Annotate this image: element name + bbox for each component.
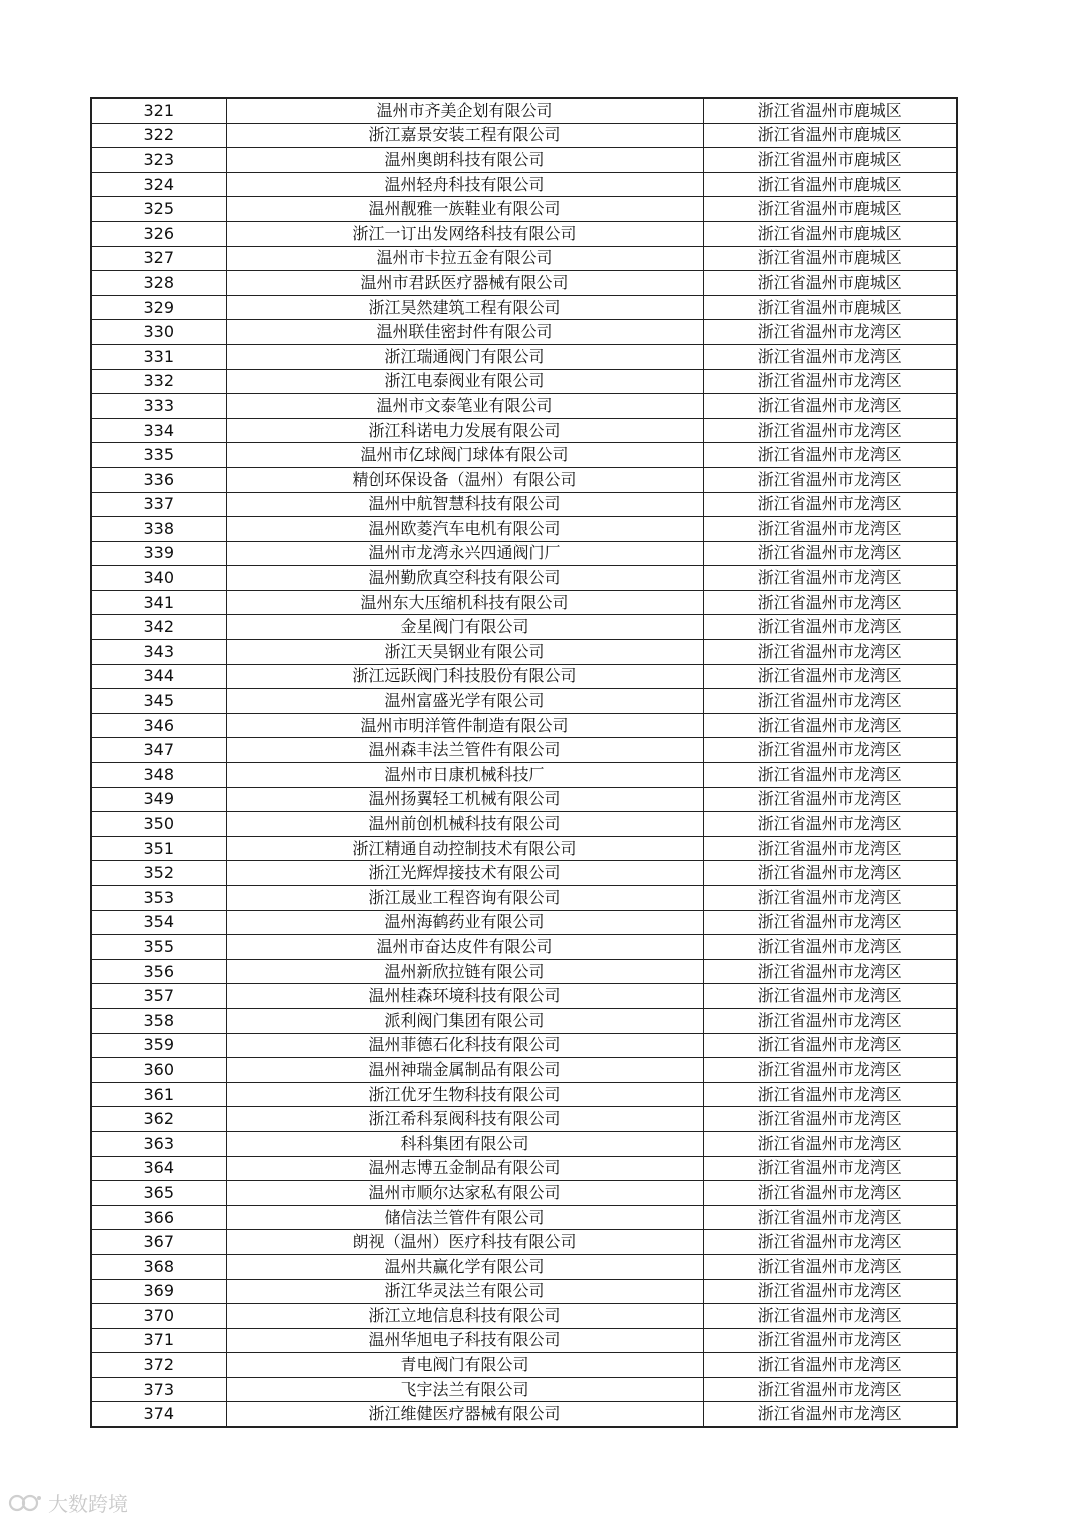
table-row bbox=[91, 1279, 957, 1304]
row-number-cell: 347 bbox=[91, 738, 226, 763]
table-row bbox=[91, 517, 957, 542]
table-row bbox=[91, 344, 957, 369]
row-number-cell: 373 bbox=[91, 1377, 226, 1402]
row-number-cell: 330 bbox=[91, 320, 226, 345]
table-row bbox=[91, 664, 957, 689]
company-name-cell: 浙江维健医疗器械有限公司 bbox=[226, 1402, 703, 1427]
region-cell: 浙江省温州市龙湾区 bbox=[703, 1205, 957, 1230]
region-cell: 浙江省温州市龙湾区 bbox=[703, 787, 957, 812]
region-cell: 浙江省温州市鹿城区 bbox=[703, 123, 957, 148]
region-cell: 浙江省温州市龙湾区 bbox=[703, 984, 957, 1009]
region-cell: 浙江省温州市鹿城区 bbox=[703, 197, 957, 222]
company-name-cell: 温州新欣拉链有限公司 bbox=[226, 959, 703, 984]
company-name-cell: 温州市卡拉五金有限公司 bbox=[226, 246, 703, 271]
company-name-cell: 温州中航智慧科技有限公司 bbox=[226, 492, 703, 517]
region-cell: 浙江省温州市龙湾区 bbox=[703, 394, 957, 419]
company-name-cell: 精创环保设备（温州）有限公司 bbox=[226, 467, 703, 492]
row-number-cell: 371 bbox=[91, 1328, 226, 1353]
company-name-cell: 温州桂森环境科技有限公司 bbox=[226, 984, 703, 1009]
watermark-logo-icon bbox=[8, 1492, 42, 1514]
table-row bbox=[91, 541, 957, 566]
region-cell: 浙江省温州市龙湾区 bbox=[703, 1156, 957, 1181]
row-number-cell: 369 bbox=[91, 1279, 226, 1304]
table-row bbox=[91, 615, 957, 640]
row-number-cell: 357 bbox=[91, 984, 226, 1009]
company-name-cell: 浙江立地信息科技有限公司 bbox=[226, 1304, 703, 1329]
company-list-table bbox=[90, 97, 958, 1428]
table-row bbox=[91, 1377, 957, 1402]
region-cell: 浙江省温州市龙湾区 bbox=[703, 1328, 957, 1353]
company-name-cell: 浙江瑞通阀门有限公司 bbox=[226, 344, 703, 369]
company-name-cell: 浙江华灵法兰有限公司 bbox=[226, 1279, 703, 1304]
row-number-cell: 339 bbox=[91, 541, 226, 566]
row-number-cell: 321 bbox=[91, 98, 226, 123]
row-number-cell: 361 bbox=[91, 1082, 226, 1107]
row-number-cell: 341 bbox=[91, 590, 226, 615]
table-row bbox=[91, 886, 957, 911]
table-row bbox=[91, 1328, 957, 1353]
company-name-cell: 飞宇法兰有限公司 bbox=[226, 1377, 703, 1402]
table-row bbox=[91, 295, 957, 320]
region-cell: 浙江省温州市龙湾区 bbox=[703, 910, 957, 935]
table-row bbox=[91, 1254, 957, 1279]
region-cell: 浙江省温州市鹿城区 bbox=[703, 172, 957, 197]
company-name-cell: 温州海鹤药业有限公司 bbox=[226, 910, 703, 935]
row-number-cell: 332 bbox=[91, 369, 226, 394]
region-cell: 浙江省温州市龙湾区 bbox=[703, 418, 957, 443]
row-number-cell: 356 bbox=[91, 959, 226, 984]
company-name-cell: 科科集团有限公司 bbox=[226, 1131, 703, 1156]
company-name-cell: 温州奥朗科技有限公司 bbox=[226, 148, 703, 173]
region-cell: 浙江省温州市龙湾区 bbox=[703, 640, 957, 665]
company-name-cell: 温州市日康机械科技厂 bbox=[226, 763, 703, 788]
company-name-cell: 温州联佳密封件有限公司 bbox=[226, 320, 703, 345]
row-number-cell: 325 bbox=[91, 197, 226, 222]
table-row bbox=[91, 492, 957, 517]
region-cell: 浙江省温州市龙湾区 bbox=[703, 590, 957, 615]
table-row bbox=[91, 98, 957, 123]
company-name-cell: 温州市亿球阀门球体有限公司 bbox=[226, 443, 703, 468]
row-number-cell: 368 bbox=[91, 1254, 226, 1279]
company-name-cell: 温州市君跃医疗器械有限公司 bbox=[226, 271, 703, 296]
row-number-cell: 365 bbox=[91, 1181, 226, 1206]
company-name-cell: 温州市龙湾永兴四通阀门厂 bbox=[226, 541, 703, 566]
region-cell: 浙江省温州市龙湾区 bbox=[703, 836, 957, 861]
region-cell: 浙江省温州市龙湾区 bbox=[703, 812, 957, 837]
row-number-cell: 359 bbox=[91, 1033, 226, 1058]
table-row bbox=[91, 369, 957, 394]
row-number-cell: 346 bbox=[91, 713, 226, 738]
row-number-cell: 340 bbox=[91, 566, 226, 591]
row-number-cell: 351 bbox=[91, 836, 226, 861]
region-cell: 浙江省温州市龙湾区 bbox=[703, 1082, 957, 1107]
company-name-cell: 温州共赢化学有限公司 bbox=[226, 1254, 703, 1279]
watermark bbox=[8, 1488, 128, 1517]
company-name-cell: 金星阀门有限公司 bbox=[226, 615, 703, 640]
company-name-cell: 青电阀门有限公司 bbox=[226, 1353, 703, 1378]
region-cell: 浙江省温州市龙湾区 bbox=[703, 1033, 957, 1058]
company-name-cell: 浙江精通自动控制技术有限公司 bbox=[226, 836, 703, 861]
row-number-cell: 358 bbox=[91, 1008, 226, 1033]
row-number-cell: 370 bbox=[91, 1304, 226, 1329]
region-cell: 浙江省温州市龙湾区 bbox=[703, 664, 957, 689]
region-cell: 浙江省温州市龙湾区 bbox=[703, 861, 957, 886]
company-name-cell: 浙江一订出发网络科技有限公司 bbox=[226, 221, 703, 246]
company-name-cell: 温州市奋达皮件有限公司 bbox=[226, 935, 703, 960]
region-cell: 浙江省温州市龙湾区 bbox=[703, 1058, 957, 1083]
region-cell: 浙江省温州市鹿城区 bbox=[703, 148, 957, 173]
table-row bbox=[91, 320, 957, 345]
company-name-cell: 浙江光辉焊接技术有限公司 bbox=[226, 861, 703, 886]
row-number-cell: 354 bbox=[91, 910, 226, 935]
region-cell: 浙江省温州市鹿城区 bbox=[703, 98, 957, 123]
region-cell: 浙江省温州市龙湾区 bbox=[703, 467, 957, 492]
watermark-text: 大数跨境 bbox=[48, 1492, 128, 1516]
table-row bbox=[91, 1205, 957, 1230]
company-name-cell: 温州扬翼轻工机械有限公司 bbox=[226, 787, 703, 812]
table-row bbox=[91, 1082, 957, 1107]
row-number-cell: 333 bbox=[91, 394, 226, 419]
table-row bbox=[91, 1402, 957, 1427]
region-cell: 浙江省温州市龙湾区 bbox=[703, 344, 957, 369]
region-cell: 浙江省温州市龙湾区 bbox=[703, 689, 957, 714]
table-row bbox=[91, 959, 957, 984]
company-name-cell: 温州市顺尔达家私有限公司 bbox=[226, 1181, 703, 1206]
row-number-cell: 322 bbox=[91, 123, 226, 148]
row-number-cell: 342 bbox=[91, 615, 226, 640]
company-name-cell: 温州志博五金制品有限公司 bbox=[226, 1156, 703, 1181]
company-name-cell: 温州华旭电子科技有限公司 bbox=[226, 1328, 703, 1353]
table-row bbox=[91, 197, 957, 222]
region-cell: 浙江省温州市龙湾区 bbox=[703, 443, 957, 468]
company-name-cell: 温州神瑞金属制品有限公司 bbox=[226, 1058, 703, 1083]
row-number-cell: 355 bbox=[91, 935, 226, 960]
row-number-cell: 352 bbox=[91, 861, 226, 886]
table-row bbox=[91, 123, 957, 148]
table-row bbox=[91, 1230, 957, 1255]
company-name-cell: 浙江科诺电力发展有限公司 bbox=[226, 418, 703, 443]
company-name-cell: 浙江嘉景安装工程有限公司 bbox=[226, 123, 703, 148]
table-row bbox=[91, 812, 957, 837]
table-row bbox=[91, 984, 957, 1009]
row-number-cell: 323 bbox=[91, 148, 226, 173]
company-name-cell: 浙江优牙生物科技有限公司 bbox=[226, 1082, 703, 1107]
table-row bbox=[91, 763, 957, 788]
table-row bbox=[91, 640, 957, 665]
company-name-cell: 温州欧菱汽车电机有限公司 bbox=[226, 517, 703, 542]
row-number-cell: 335 bbox=[91, 443, 226, 468]
company-name-cell: 温州勤欣真空科技有限公司 bbox=[226, 566, 703, 591]
company-name-cell: 温州靓雅一族鞋业有限公司 bbox=[226, 197, 703, 222]
region-cell: 浙江省温州市龙湾区 bbox=[703, 935, 957, 960]
region-cell: 浙江省温州市龙湾区 bbox=[703, 369, 957, 394]
company-name-cell: 储信法兰管件有限公司 bbox=[226, 1205, 703, 1230]
company-name-cell: 浙江电泰阀业有限公司 bbox=[226, 369, 703, 394]
region-cell: 浙江省温州市龙湾区 bbox=[703, 320, 957, 345]
region-cell: 浙江省温州市鹿城区 bbox=[703, 295, 957, 320]
region-cell: 浙江省温州市龙湾区 bbox=[703, 566, 957, 591]
company-name-cell: 温州轻舟科技有限公司 bbox=[226, 172, 703, 197]
row-number-cell: 360 bbox=[91, 1058, 226, 1083]
table-row bbox=[91, 1131, 957, 1156]
region-cell: 浙江省温州市龙湾区 bbox=[703, 517, 957, 542]
company-name-cell: 浙江天昊钢业有限公司 bbox=[226, 640, 703, 665]
region-cell: 浙江省温州市龙湾区 bbox=[703, 541, 957, 566]
row-number-cell: 343 bbox=[91, 640, 226, 665]
table-row bbox=[91, 172, 957, 197]
row-number-cell: 366 bbox=[91, 1205, 226, 1230]
table-row bbox=[91, 836, 957, 861]
table-row bbox=[91, 418, 957, 443]
company-name-cell: 浙江昊然建筑工程有限公司 bbox=[226, 295, 703, 320]
region-cell: 浙江省温州市龙湾区 bbox=[703, 1279, 957, 1304]
table-row bbox=[91, 394, 957, 419]
table-row bbox=[91, 689, 957, 714]
table-row bbox=[91, 148, 957, 173]
table-row bbox=[91, 713, 957, 738]
row-number-cell: 372 bbox=[91, 1353, 226, 1378]
company-name-cell: 浙江晟业工程咨询有限公司 bbox=[226, 886, 703, 911]
table-row bbox=[91, 935, 957, 960]
company-name-cell: 温州市文泰笔业有限公司 bbox=[226, 394, 703, 419]
table-row bbox=[91, 738, 957, 763]
company-name-cell: 温州菲德石化科技有限公司 bbox=[226, 1033, 703, 1058]
table-row bbox=[91, 1304, 957, 1329]
company-name-cell: 浙江希科泵阀科技有限公司 bbox=[226, 1107, 703, 1132]
region-cell: 浙江省温州市龙湾区 bbox=[703, 763, 957, 788]
row-number-cell: 344 bbox=[91, 664, 226, 689]
company-name-cell: 派利阀门集团有限公司 bbox=[226, 1008, 703, 1033]
row-number-cell: 348 bbox=[91, 763, 226, 788]
row-number-cell: 334 bbox=[91, 418, 226, 443]
table-body bbox=[91, 98, 957, 1427]
row-number-cell: 336 bbox=[91, 467, 226, 492]
region-cell: 浙江省温州市龙湾区 bbox=[703, 1181, 957, 1206]
row-number-cell: 338 bbox=[91, 517, 226, 542]
region-cell: 浙江省温州市龙湾区 bbox=[703, 1377, 957, 1402]
region-cell: 浙江省温州市龙湾区 bbox=[703, 1131, 957, 1156]
region-cell: 浙江省温州市龙湾区 bbox=[703, 738, 957, 763]
region-cell: 浙江省温州市龙湾区 bbox=[703, 492, 957, 517]
region-cell: 浙江省温州市龙湾区 bbox=[703, 1304, 957, 1329]
row-number-cell: 324 bbox=[91, 172, 226, 197]
company-name-cell: 温州前创机械科技有限公司 bbox=[226, 812, 703, 837]
row-number-cell: 349 bbox=[91, 787, 226, 812]
row-number-cell: 367 bbox=[91, 1230, 226, 1255]
region-cell: 浙江省温州市龙湾区 bbox=[703, 1353, 957, 1378]
table-row bbox=[91, 1008, 957, 1033]
region-cell: 浙江省温州市龙湾区 bbox=[703, 886, 957, 911]
company-name-cell: 温州东大压缩机科技有限公司 bbox=[226, 590, 703, 615]
region-cell: 浙江省温州市龙湾区 bbox=[703, 1254, 957, 1279]
row-number-cell: 328 bbox=[91, 271, 226, 296]
table-row bbox=[91, 1181, 957, 1206]
row-number-cell: 326 bbox=[91, 221, 226, 246]
table-row bbox=[91, 467, 957, 492]
region-cell: 浙江省温州市鹿城区 bbox=[703, 271, 957, 296]
company-name-cell: 浙江远跃阀门科技股份有限公司 bbox=[226, 664, 703, 689]
table-row bbox=[91, 443, 957, 468]
row-number-cell: 363 bbox=[91, 1131, 226, 1156]
region-cell: 浙江省温州市龙湾区 bbox=[703, 1107, 957, 1132]
row-number-cell: 374 bbox=[91, 1402, 226, 1427]
company-name-cell: 温州市明洋管件制造有限公司 bbox=[226, 713, 703, 738]
table-row bbox=[91, 1033, 957, 1058]
region-cell: 浙江省温州市龙湾区 bbox=[703, 1402, 957, 1427]
row-number-cell: 345 bbox=[91, 689, 226, 714]
table-row bbox=[91, 910, 957, 935]
table-row bbox=[91, 590, 957, 615]
table-row bbox=[91, 221, 957, 246]
company-name-cell: 朗视（温州）医疗科技有限公司 bbox=[226, 1230, 703, 1255]
row-number-cell: 337 bbox=[91, 492, 226, 517]
table-row bbox=[91, 1353, 957, 1378]
company-name-cell: 温州森丰法兰管件有限公司 bbox=[226, 738, 703, 763]
region-cell: 浙江省温州市鹿城区 bbox=[703, 246, 957, 271]
row-number-cell: 353 bbox=[91, 886, 226, 911]
region-cell: 浙江省温州市龙湾区 bbox=[703, 1230, 957, 1255]
row-number-cell: 329 bbox=[91, 295, 226, 320]
table-row bbox=[91, 861, 957, 886]
table-row bbox=[91, 1058, 957, 1083]
table-row bbox=[91, 787, 957, 812]
table-row bbox=[91, 246, 957, 271]
row-number-cell: 331 bbox=[91, 344, 226, 369]
company-name-cell: 温州市齐美企划有限公司 bbox=[226, 98, 703, 123]
table-row bbox=[91, 566, 957, 591]
company-name-cell: 温州富盛光学有限公司 bbox=[226, 689, 703, 714]
region-cell: 浙江省温州市龙湾区 bbox=[703, 1008, 957, 1033]
region-cell: 浙江省温州市龙湾区 bbox=[703, 713, 957, 738]
row-number-cell: 327 bbox=[91, 246, 226, 271]
table-row bbox=[91, 271, 957, 296]
table-row bbox=[91, 1156, 957, 1181]
region-cell: 浙江省温州市龙湾区 bbox=[703, 615, 957, 640]
row-number-cell: 362 bbox=[91, 1107, 226, 1132]
row-number-cell: 350 bbox=[91, 812, 226, 837]
region-cell: 浙江省温州市鹿城区 bbox=[703, 221, 957, 246]
row-number-cell: 364 bbox=[91, 1156, 226, 1181]
table-row bbox=[91, 1107, 957, 1132]
region-cell: 浙江省温州市龙湾区 bbox=[703, 959, 957, 984]
